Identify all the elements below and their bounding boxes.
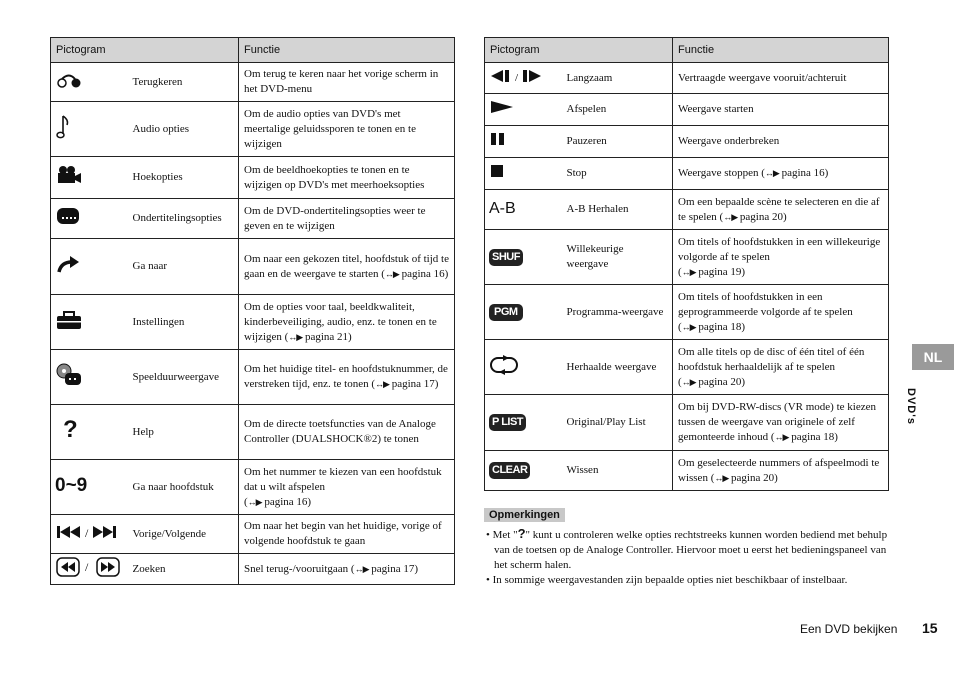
svg-text:/: / <box>85 525 89 540</box>
row-name: Programma-weergave <box>567 285 673 340</box>
help-question-icon: ? <box>63 416 78 443</box>
row-function: Om naar het begin van het huidige, vorige of volgende hoofdstuk te gaan <box>239 515 455 554</box>
header-functie: Functie <box>239 38 455 63</box>
row-function: Om terug te keren naar het vorige scherm in het DVD-menu <box>239 63 455 102</box>
row-function: Om de DVD-ondertitelingsopties weer te geven en te wijzigen <box>239 199 455 239</box>
row-function: Om titels of hoofdstukken in een willekeurige volgorde af te spelen (↔▶ pagina 19) <box>673 230 889 285</box>
notes-heading: Opmerkingen <box>484 508 565 522</box>
note-item: • Met "?" kunt u controleren welke opties rechtstreeks kunnen worden bediend met behulp van de toetsen op de Analoge Controller. Hiervoor moet u eerst het bedieningspaneel van het scherm halen. <box>486 526 888 571</box>
row-function: Om naar een gekozen titel, hoofdstuk of tijd te gaan en de weergave te starten (↔▶ pagina 16) <box>239 239 455 295</box>
row-function: Vertraagde weergave vooruit/achteruit <box>673 63 889 94</box>
header-functie: Functie <box>673 38 889 63</box>
row-name: Speelduurweergave <box>133 350 239 405</box>
goto-arrow-icon <box>55 254 83 274</box>
repeat-loop-icon <box>489 355 519 375</box>
row-function: Om de audio opties van DVD's met meertalige geluidssporen te tonen en te wijzigen <box>239 102 455 157</box>
play-list-icon: P LIST <box>489 414 526 431</box>
play-time-icon <box>55 363 83 387</box>
row-name: Afspelen <box>567 94 673 126</box>
audio-note-icon <box>55 113 75 141</box>
row-name: Langzaam <box>567 63 673 94</box>
return-icon <box>55 70 83 90</box>
row-function: Om de opties voor taal, beeldkwaliteit, kinderbeveiliging, audio, enz. te tonen en te wijzigen (↔▶ pagina 21) <box>239 295 455 350</box>
row-function: Om titels of hoofdstukken in een geprogrammeerde volgorde af te spelen (↔▶ pagina 18) <box>673 285 889 340</box>
row-name: Wissen <box>567 451 673 491</box>
prev-next-icon <box>55 524 123 540</box>
row-name: Stop <box>567 158 673 190</box>
row-name: Instellingen <box>133 295 239 350</box>
row-name: Willekeurige weergave <box>567 230 673 285</box>
ab-repeat-icon: A-B <box>489 200 516 217</box>
row-name: Herhaalde weergave <box>567 340 673 395</box>
row-name: Help <box>133 405 239 460</box>
stop-icon <box>489 163 509 179</box>
digits-icon: 0~9 <box>55 475 88 496</box>
row-name: Audio opties <box>133 102 239 157</box>
row-name: Zoeken <box>133 554 239 585</box>
row-function: Om alle titels op de disc of één titel of één hoofdstuk herhaaldelijk af te spelen (↔▶ pagina 20) <box>673 340 889 395</box>
row-name: Vorige/Volgende <box>133 515 239 554</box>
svg-text:/: / <box>85 559 89 574</box>
notes-list <box>484 526 894 588</box>
language-tab: NL <box>912 344 954 370</box>
pictogram-table-right <box>484 37 889 491</box>
header-pictogram: Pictogram <box>51 38 239 63</box>
clear-icon: CLEAR <box>489 462 530 479</box>
row-function: Weergave onderbreken <box>673 126 889 158</box>
row-function: Weergave stoppen (↔▶ pagina 16) <box>673 158 889 190</box>
row-function: Om de directe toetsfuncties van de Analoge Controller (DUALSHOCK®2) te tonen <box>239 405 455 460</box>
row-name: Hoekopties <box>133 157 239 199</box>
section-label: DVD's <box>905 388 917 425</box>
row-function: Om het huidige titel- en hoofdstuknummer, de verstreken tijd, enz. te tonen (↔▶ pagina 17) <box>239 350 455 405</box>
slow-icon <box>489 68 551 84</box>
page-number: 15 <box>922 620 938 636</box>
row-function: Om een bepaalde scène te selecteren en die af te spelen (↔▶ pagina 20) <box>673 190 889 230</box>
search-rewind-forward-icon <box>55 556 123 578</box>
row-name: Ga naar <box>133 239 239 295</box>
pictogram-table-left <box>50 37 455 585</box>
row-function: Om geselecteerde nummers of afspeelmodi te wissen (↔▶ pagina 20) <box>673 451 889 491</box>
help-question-icon: ? <box>517 526 526 541</box>
row-function: Om de beeldhoekopties te tonen en te wijzigen op DVD's met meerhoeksopties <box>239 157 455 199</box>
row-name: Original/Play List <box>567 395 673 451</box>
row-function: Weergave starten <box>673 94 889 126</box>
row-name: Terugkeren <box>133 63 239 102</box>
play-icon <box>489 99 517 115</box>
program-icon: PGM <box>489 304 523 321</box>
toolbox-icon <box>55 310 83 330</box>
note-item: • In sommige weergavestanden zijn bepaalde opties niet beschikbaar of instelbaar. <box>486 574 848 586</box>
svg-text:/: / <box>515 71 519 84</box>
subtitle-icon <box>55 206 83 226</box>
row-function: Om het nummer te kiezen van een hoofdstuk dat u wilt afspelen (↔▶ pagina 16) <box>239 460 455 515</box>
header-pictogram: Pictogram <box>485 38 673 63</box>
row-name: Ondertitelingsopties <box>133 199 239 239</box>
row-name: A-B Herhalen <box>567 190 673 230</box>
pause-icon <box>489 131 509 147</box>
row-function: Snel terug-/vooruitgaan (↔▶ pagina 17) <box>239 554 455 585</box>
shuffle-icon: SHUF <box>489 249 523 266</box>
camera-angle-icon <box>55 165 83 185</box>
row-name: Pauzeren <box>567 126 673 158</box>
footer-title: Een DVD bekijken <box>800 622 898 636</box>
row-function: Om bij DVD-RW-discs (VR mode) te kiezen tussen de weergave van originele of zelf gemonteerde inhoud (↔▶ pagina 18) <box>673 395 889 451</box>
row-name: Ga naar hoofdstuk <box>133 460 239 515</box>
